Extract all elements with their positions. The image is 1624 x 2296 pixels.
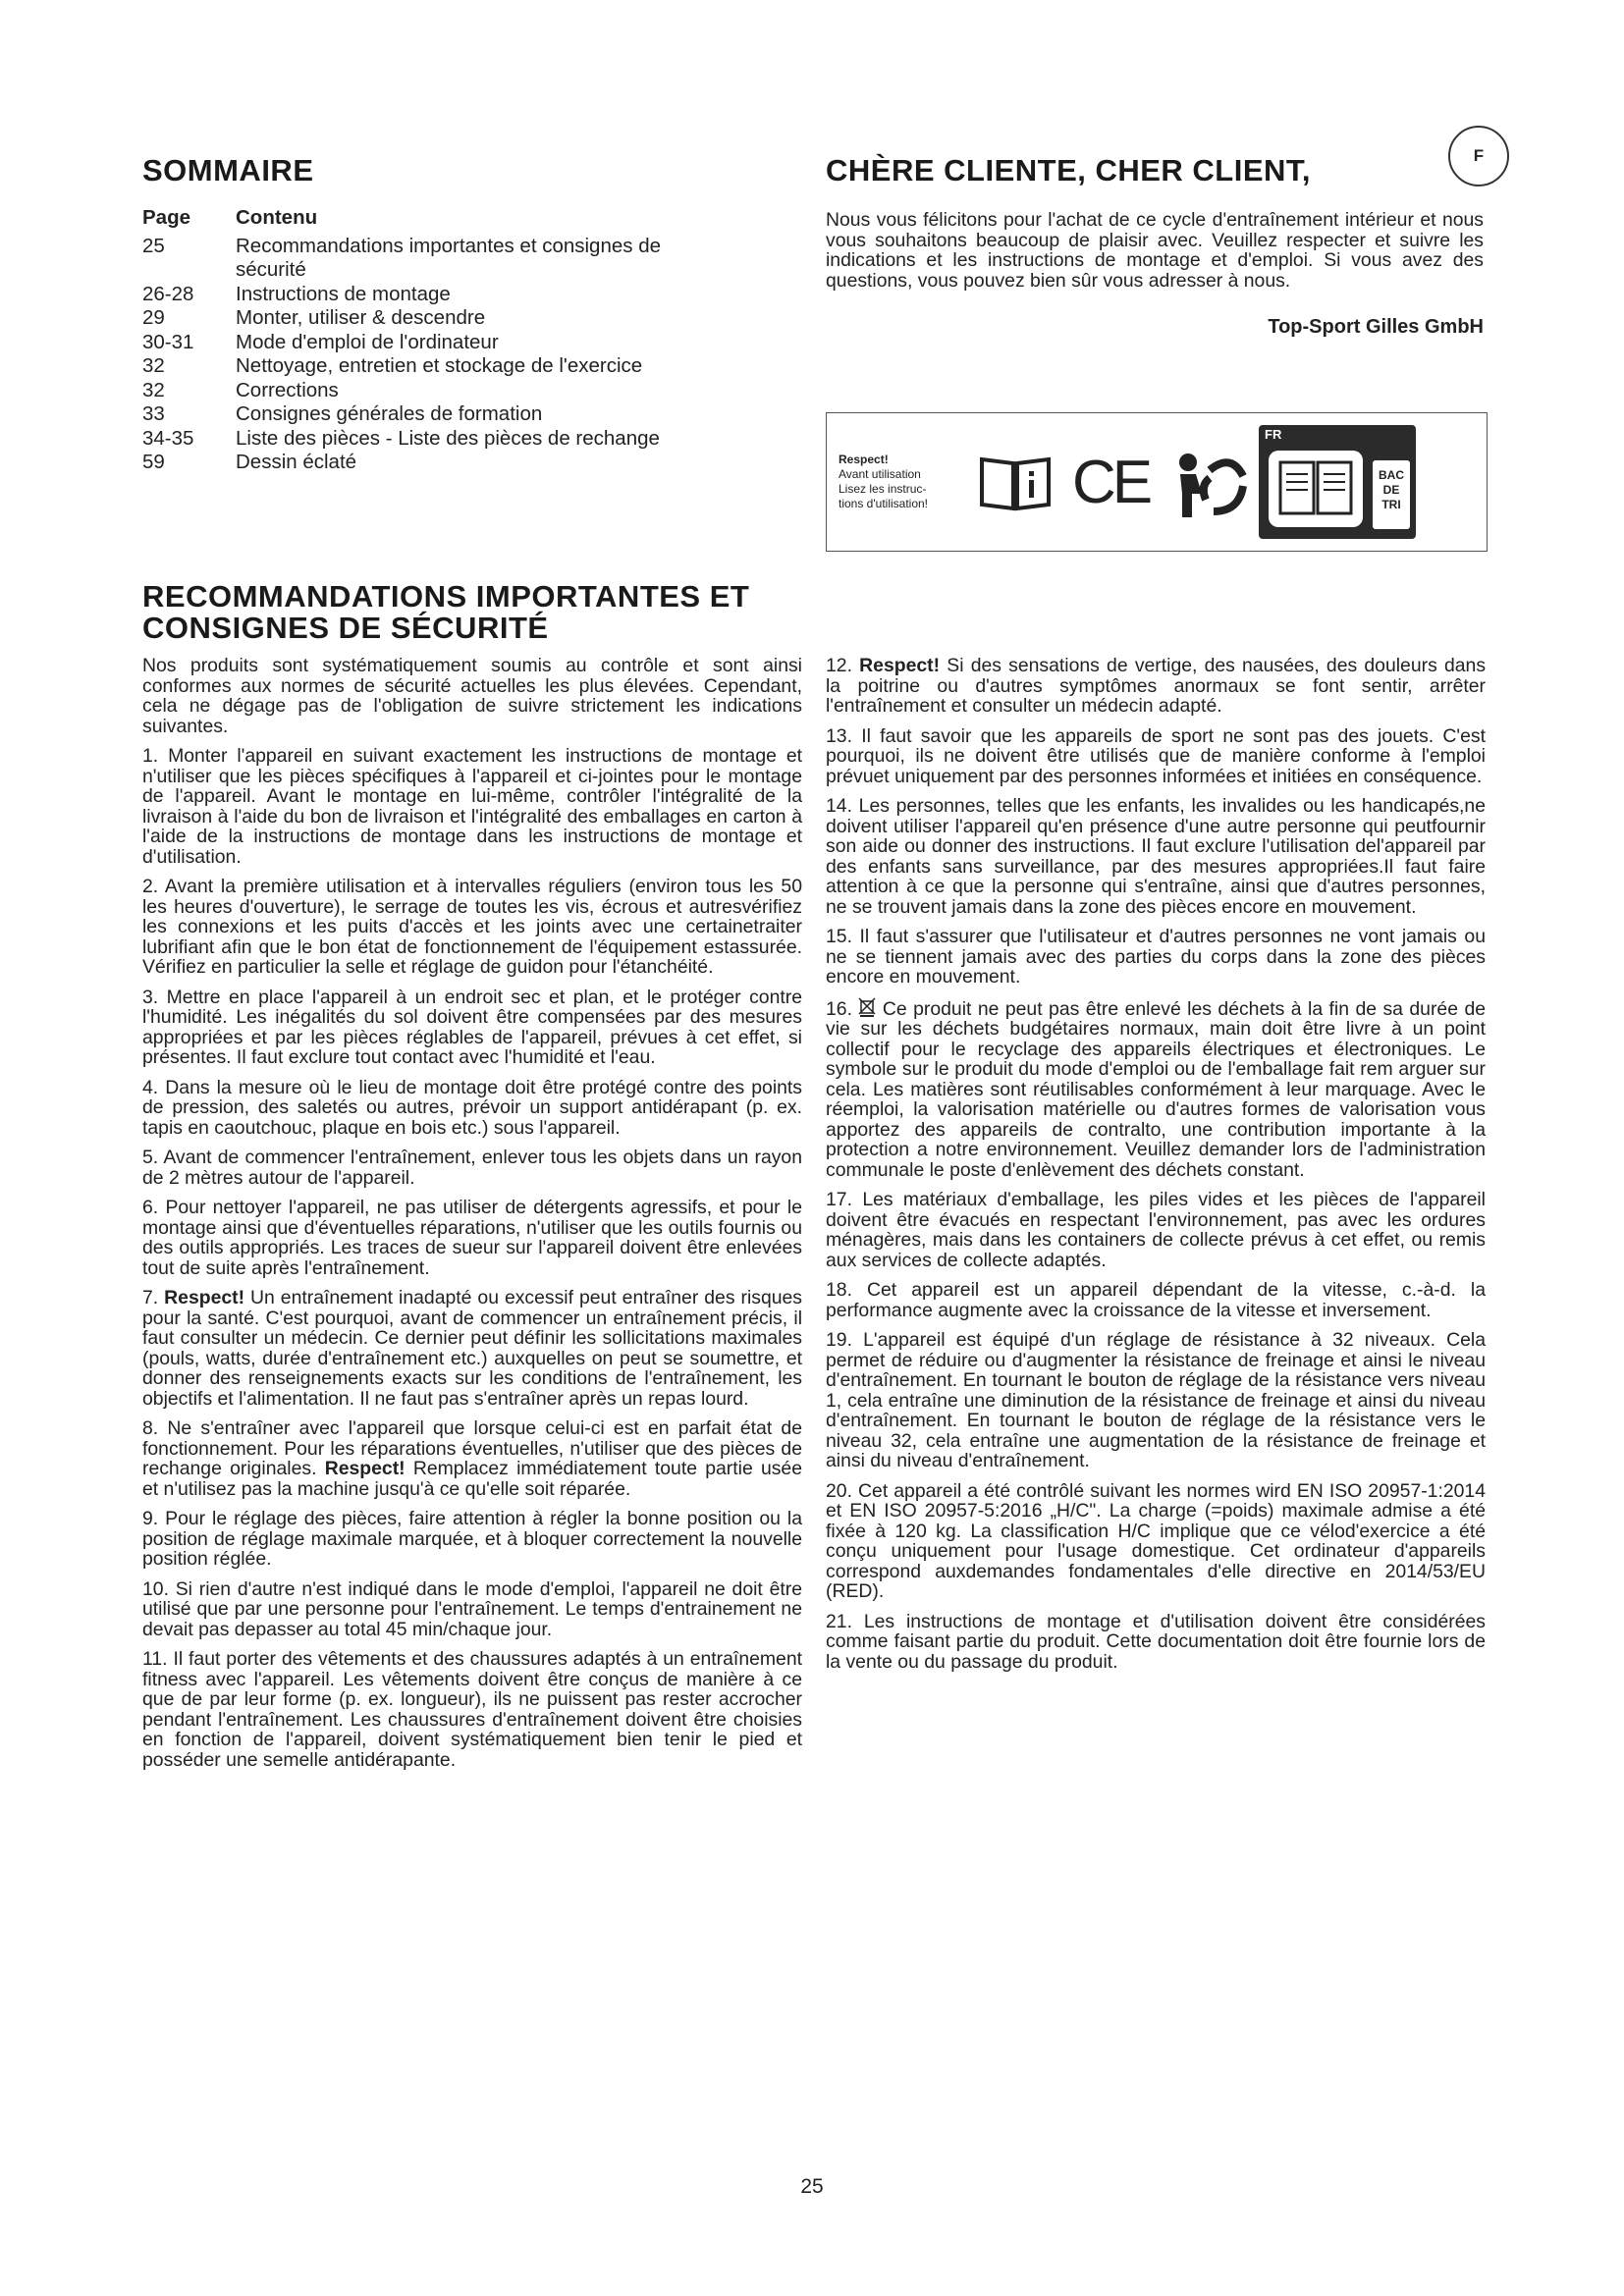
recycling-bin-icon (1373, 460, 1410, 529)
toc-row (142, 451, 727, 475)
safety-item (142, 1579, 802, 1640)
safety-item-text: Pour nettoyer l'appareil, ne pas utiliser de détergents agressifs, et pour le montage ainsi que d'éventuelles réparations, n'utiliser que les outils fournis ou des outils appropriés. Les traces de sueur sur l'appareil doivent être enlevées tout de suite après l'entraînement. (142, 1197, 802, 1279)
respect-line-1: Avant utilisation (839, 467, 921, 481)
toc-row (142, 306, 727, 331)
toc-row (142, 235, 727, 283)
toc-col-contents: Contenu (236, 206, 318, 229)
safety-item-text: Dans la mesure où le lieu de montage doit être protégé contre des points de pression, des saletés ou autres, prévoir un support antidérapant (p. ex. tapis en caoutchouc, plaque en bois etc.) sous l'appareil. (142, 1076, 802, 1139)
safety-column-left (142, 656, 802, 1780)
safety-item-number: 12. (826, 655, 852, 676)
safety-item (142, 988, 802, 1068)
safety-item-text: Ce produit ne peut pas être enlevé les déchets à la fin de sa durée de vie sur les déchets budgétaires normaux, main doit être livre à un point collectif pour le recyclage des appareils électriques et électroniques. Le symbole sur le produit du mode d'emploi ou de l'emballage fait rem arguer sur cela. Les matières sont réutilisables conformément à leur marquage. Avec le réemploi, la valorisation matérielle ou d'autres formes de valorisation vous apportez des appareils de contralto, une contribution importante à la protection a notre environnement. Veuillez demander lors de l'administration communale le poste d'enlèvement des déchets constant. (826, 997, 1487, 1181)
safety-item-number: 1. (142, 745, 159, 767)
toc-entry: Monter, utiliser & descendre (236, 306, 486, 329)
safety-item-number: 2. (142, 876, 159, 897)
toc-entry: Instructions de montage (236, 282, 451, 305)
safety-item-number: 11. (142, 1648, 168, 1670)
safety-item-text: Remplacez immédiatement toute partie usée et n'utilisez pas la machine jusqu'à ce qu'elle soit réparée. (142, 1458, 802, 1500)
toc-entry: Corrections (236, 378, 339, 401)
safety-item (142, 1198, 802, 1278)
safety-item-number: 9. (142, 1508, 159, 1529)
safety-item-number: 17. (826, 1189, 852, 1210)
safety-item-text: Avant de commencer l'entraînement, enlever tous les objets dans un rayon de 2 mètres autour de l'appareil. (142, 1147, 802, 1189)
page-number: 25 (800, 2175, 824, 2198)
safety-item-text: Avant la première utilisation et à intervalles réguliers (environ tous les 50 les heures d'ouverture), le serrage de toutes les vis, écrous et autresvérifiez les connexions et les puits d'accès et les joints avec une certainetraiter lubrifiant afin que le bon état de fonctionnement de l'équipement estassurée. Vérifiez en particulier la selle et réglage de guidon pour l'étanchéité. (142, 876, 802, 978)
toc-row (142, 379, 727, 403)
respect-label: Respect! (164, 1287, 245, 1308)
bac-line-3: TRI (1381, 498, 1401, 511)
safety-item (142, 1418, 802, 1499)
safety-item-number: 5. (142, 1147, 159, 1168)
toc-page: 59 (142, 451, 165, 473)
safety-title-line-2: CONSIGNES DE SÉCURITÉ (142, 611, 549, 645)
safety-item-text: Monter l'appareil en suivant exactement les instructions de montage et n'utiliser que les pièces spécifiques à l'appareil et ci-jointes pour le montage de l'appareil. Avant le montage en lui-même, contrôler l'intégralité de la livraison à l'aide du bon de livraison et l'intégralité des emballages en carton à l'aide de la instructions de montage dans les instructions de montage et d'utilisation. (142, 745, 802, 868)
toc-page: 34-35 (142, 426, 194, 450)
table-of-contents (142, 206, 771, 475)
toc-entry: Mode d'emploi de l'ordinateur (236, 330, 499, 353)
respect-notice (827, 453, 976, 511)
safety-item-number: 15. (826, 926, 852, 947)
safety-item-number: 21. (826, 1610, 852, 1632)
safety-item-number: 14. (826, 795, 852, 817)
safety-item-text: Mettre en place l'appareil à un endroit sec et plan, et le protéger contre l'humidité. Les inégalités du sol doivent être compensées par des mesures appropriées et par les pièces réglables de l'appareil, prévues à cet effet, si présentes. Il faut exclure tout contact avec l'humidité et l'eau. (142, 986, 802, 1068)
safety-item-number: 13. (826, 724, 852, 747)
safety-item-text: Il faut savoir que les appareils de sport ne sont pas des jouets. C'est pourquoi, ils ne doivent être utilisés que de manière conforme à l'emploi prévuet uniquement par des personnes informées et initiées en conséquence. (826, 724, 1486, 787)
safety-item-text: Il faut porter des vêtements et des chaussures adaptés à un entraînement fitness avec l'appareil. Les vêtements doivent être conçus de manière à ce que de par leur forme (p. ex. longueur), ils ne puissent pas rester accrocher pendant l'entraînement. Les chaussures d'entraînement doivent être choisies en fonction de l'appareil, doivent systématiquement bien tenir le pied et posséder une semelle antidérapante. (142, 1648, 802, 1771)
safety-item (826, 656, 1486, 717)
toc-col-page: Page (142, 206, 190, 229)
toc-row (142, 354, 727, 379)
safety-item (142, 877, 802, 978)
toc-row (142, 427, 727, 452)
respect-label: Respect! (324, 1458, 406, 1479)
safety-intro: Nos produits sont systématiquement soumis au contrôle et sont ainsi conformes aux normes de sécurité actuelles les plus élevées. Cependant, cela ne dégage pas de l'obligation de suivre strictement les indications suivantes. (142, 655, 802, 737)
toc-page: 30-31 (142, 330, 194, 353)
safety-item (826, 1280, 1486, 1320)
safety-item (142, 1148, 802, 1188)
toc-page: 32 (142, 354, 165, 377)
safety-item (142, 746, 802, 867)
company-signature: Top-Sport Gilles GmbH (1268, 316, 1484, 338)
safety-item-text: Les personnes, telles que les enfants, les invalides ou les handicapés,ne doivent utiliser l'appareil qu'en présence d'une autre personne qui peutfournir son aide ou donner des instructions. Il faut exclure l'utilisation del'appareil par des enfants sans surveillance, par des mesures appropriées.Il faut faire attention à ce que la personne qui s'entraîne, ainsi que d'autres personnes, ne se trouvent jamais dans la zone des pièces encore en mouvement. (826, 795, 1486, 918)
safety-item (826, 1330, 1486, 1471)
intro-paragraph: Nous vous félicitons pour l'achat de ce cycle d'entraînement intérieur et nous vous souhaitons beaucoup de plaisir avec. Veuillez respecter et suivre les indications et les instructions de montage et d'emploi. Si vous avez des questions, vous pouvez bien sûr vous adresser à nous. (826, 209, 1484, 292)
safety-item-number: 4. (142, 1076, 159, 1098)
safety-title (142, 581, 749, 644)
toc-entry: Consignes générales de formation (236, 402, 543, 425)
safety-item (826, 997, 1486, 1181)
respect-line-3: tions d'utilisation! (839, 497, 929, 510)
bac-line-1: BAC (1379, 468, 1404, 482)
safety-item-number: 16. (826, 997, 852, 1020)
safety-item (826, 726, 1486, 787)
safety-item-text: Il faut s'assurer que l'utilisateur et d'autres personnes ne vont jamais ou ne se tiennent jamais avec des parties du corps dans la zone des pièces encore en mouvement. (826, 926, 1486, 988)
safety-item (826, 1612, 1486, 1673)
toc-page: 33 (142, 402, 165, 425)
language-badge-label: F (1473, 146, 1485, 165)
toc-row (142, 331, 727, 355)
toc-page: 26-28 (142, 282, 194, 305)
safety-item-number: 20. (826, 1479, 852, 1502)
respect-line-2: Lisez les instruc- (839, 482, 927, 496)
safety-item-text: L'appareil est équipé d'un réglage de résistance à 32 niveaux. Cela permet de réduire ou d'augmenter la résistance de freinage et ainsi le niveau d'entraînement. En tournant le bouton de réglage de la résistance vers niveau 1, cela entraîne une diminution de la résistance de freinage et ainsi du niveau d'entraînement. En tournant le bouton de réglage de la résistance vers le niveau 32, cela entraîne une augmentation de la résistance de freinage et ainsi du niveau d'entraînement. (826, 1329, 1486, 1471)
safety-item-number: 3. (142, 986, 159, 1008)
safety-item (826, 1481, 1486, 1602)
toc-page: 29 (142, 306, 165, 329)
safety-item-text: Cet appareil a été contrôlé suivant les normes wird EN ISO 20957-1:2014 et EN ISO 20957-5:2016 „H/C". La charge (=poids) maximale admise a été fixée à 120 kg. La classification H/C implique que ce vélod'exercice a été conçu uniquement pour l'usage domestique. Cet ordinateur d'appareils correspond auxdemandes fondamentales d'elle directive en 2014/53/EU (RED). (826, 1479, 1486, 1602)
respect-label: Respect! (839, 453, 889, 466)
safety-item-number: 6. (142, 1197, 159, 1218)
greeting-title: CHÈRE CLIENTE, CHER CLIENT, (826, 153, 1312, 187)
safety-item (142, 1509, 802, 1570)
toc-entry: Nettoyage, entretien et stockage de l'exercice (236, 354, 643, 377)
weee-bin-icon (858, 998, 882, 1020)
ce-mark: CE (1072, 448, 1150, 516)
recycling-info-panel (1259, 425, 1416, 539)
safety-item-text: Les matériaux d'emballage, les piles vides et les pièces de l'appareil doivent être évacués en respectant l'environnement, pas avec les ordures ménagères, mais dans les containers de collecte prévus à cet effet, ou remis aux services de collecte adaptés. (826, 1189, 1486, 1271)
symbols-box (826, 412, 1488, 552)
triman-icon (1170, 443, 1251, 521)
sommaire-title: SOMMAIRE (142, 153, 314, 187)
safety-item (142, 1649, 802, 1770)
safety-item-text: Les instructions de montage et d'utilisation doivent être considérées comme faisant partie du produit. Cette documentation doit être fournie lors de la vente ou du passage du produit. (826, 1610, 1486, 1673)
language-badge (1448, 126, 1509, 187)
intro-text (826, 210, 1484, 291)
safety-column-right (826, 656, 1486, 1682)
toc-row (142, 283, 727, 307)
safety-item-number: 10. (142, 1577, 169, 1600)
respect-label: Respect! (859, 655, 941, 676)
toc-page: 32 (142, 378, 165, 401)
safety-item-text: Un entraînement inadapté ou excessif peut entraîner des risques pour la santé. C'est pourquoi, avant de commencer un entraînement précis, il faut consulter un médecin. Ce dernier peut définir les sollicitations maximales (pouls, watts, durée d'entraînement etc.) auxquelles on peut se soumettre, et donner des renseignements exacts sur les conditions de l'entraînement, les objectifs et l'alimentation. Il ne faut pas s'entraîner après un repas lourd. (142, 1287, 803, 1410)
toc-entry: Liste des pièces - Liste des pièces de rechange (236, 426, 660, 450)
safety-item-number: 19. (826, 1329, 852, 1351)
safety-item-text: Ne s'entraîner avec l'appareil que lorsque celui-ci est en parfait état de fonctionnement. Pour les réparations éventuelles, n'utiliser que des pièces de rechange originales. (142, 1417, 803, 1479)
manual-book-icon (976, 448, 1055, 516)
toc-entry: Recommandations importantes et consignes de sécurité (236, 234, 662, 281)
toc-entry: Dessin éclaté (236, 451, 357, 473)
safety-title-line-1: RECOMMANDATIONS IMPORTANTES ET (142, 579, 750, 614)
safety-item (142, 1078, 802, 1139)
safety-item (142, 1288, 802, 1409)
safety-item-number: 7. (142, 1287, 159, 1308)
recycling-guide-icon (1267, 449, 1365, 529)
safety-item (826, 927, 1486, 988)
safety-item-text: Pour le réglage des pièces, faire attention à régler la bonne position ou la position de réglage maximale marquée, et à bloquer correctement la nouvelle position réglée. (142, 1508, 802, 1570)
fr-tag: FR (1265, 427, 1282, 442)
safety-item-text: Cet appareil est un appareil dépendant de la vitesse, c.-à-d. la performance augmente avec la croissance de la vitesse et inversement. (826, 1279, 1486, 1321)
bac-line-2: DE (1382, 483, 1400, 497)
toc-row (142, 402, 727, 427)
safety-item-number: 18. (826, 1279, 852, 1301)
safety-item (826, 1190, 1486, 1270)
toc-page: 25 (142, 234, 165, 257)
safety-item (826, 796, 1486, 917)
safety-item-text: Si des sensations de vertige, des nausées, des douleurs dans la poitrine ou d'autres symptômes anormaux se font sentir, arrêter l'entraînement et consulter un médecin adapté. (826, 655, 1487, 717)
safety-item-text: Si rien d'autre n'est indiqué dans le mode d'emploi, l'appareil ne doit être utilisé que par une personne pour l'entraînement. Le temps d'entrainement ne devait pas depasser au total 45 min/chaque jour. (142, 1577, 803, 1640)
safety-item-number: 8. (142, 1417, 159, 1439)
